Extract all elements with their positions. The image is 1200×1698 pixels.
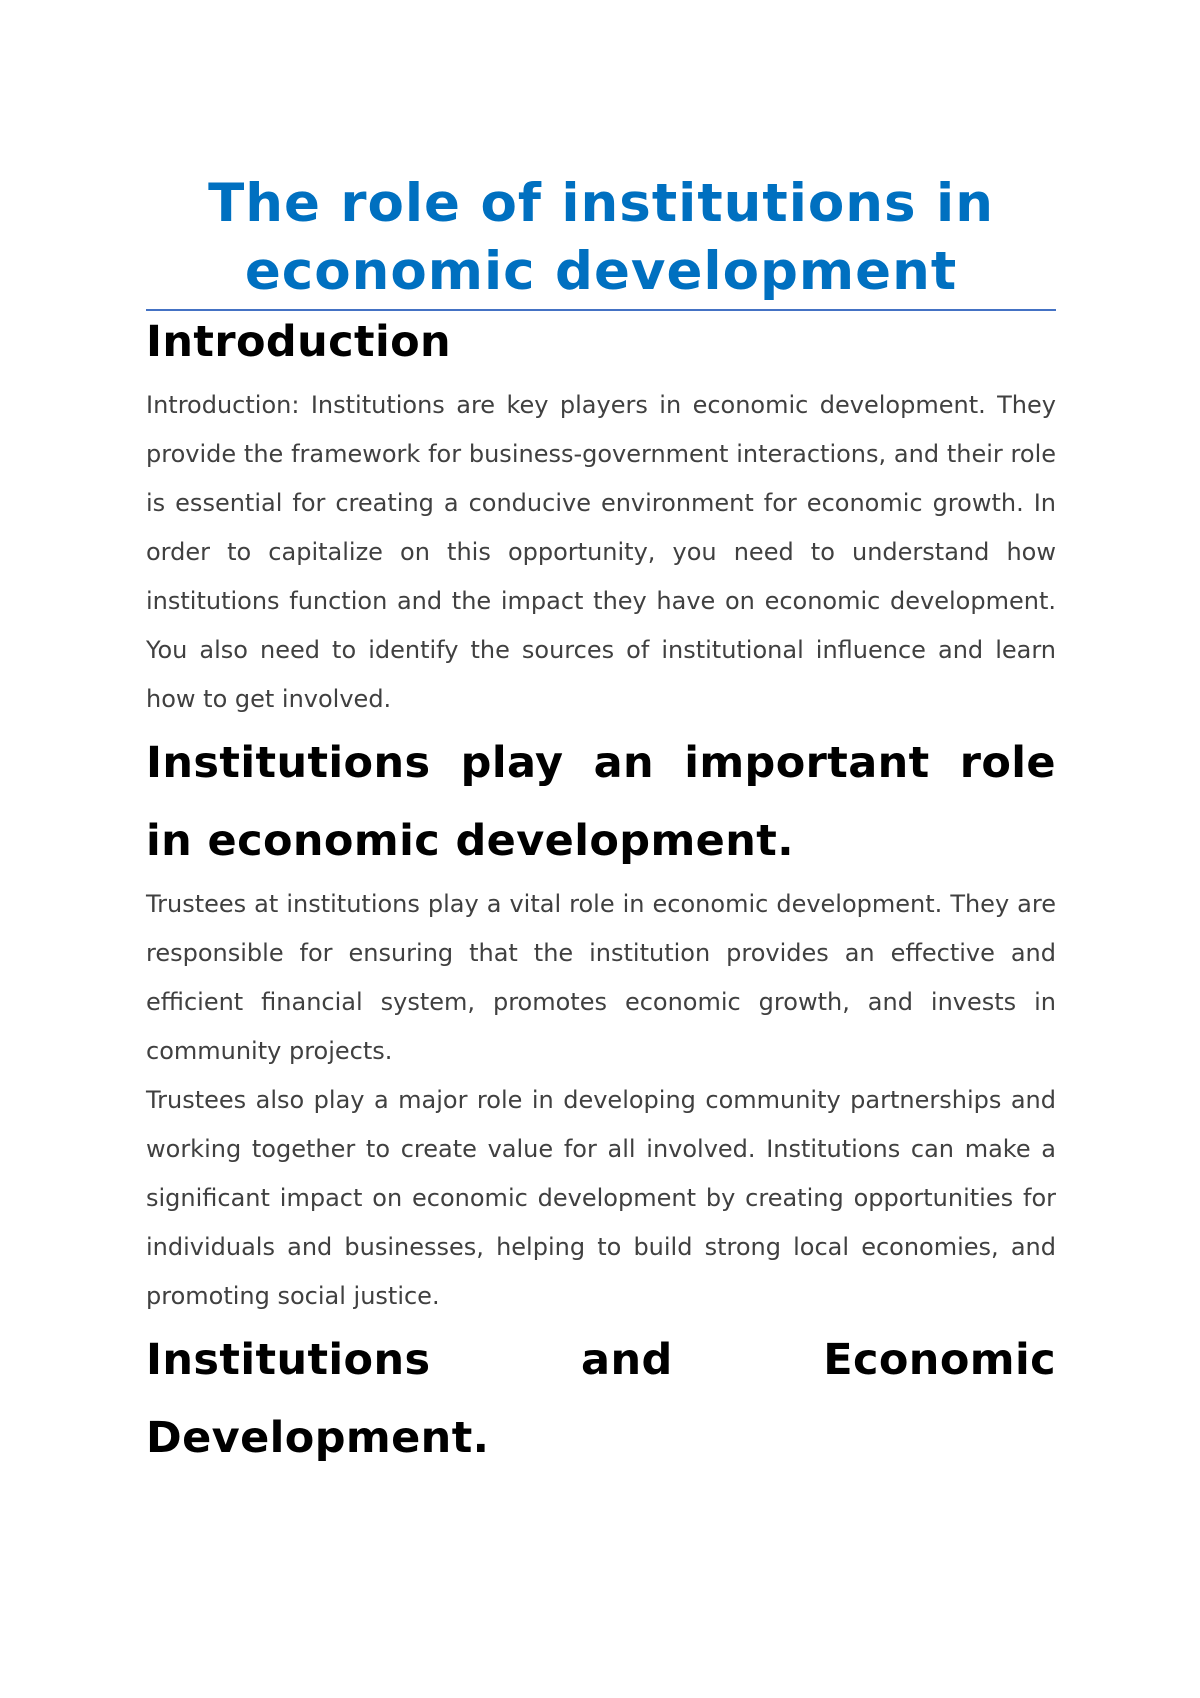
- heading-institutions-and-economic-development: Institutions and Economic Development.: [146, 1335, 1056, 1463]
- introduction-paragraph: Introduction: Institutions are key players in economic development. They provide the framework for business-government interactions, and their role is essential for creating a conducive environment for economic growth. In order to capitalize on this opportunity, you need to understand how institutions function and the impact they have on economic development. You also need to identify the sources of institutional influence and learn how to get involved.: [146, 391, 1056, 713]
- document-page: [146, 170, 1056, 1477]
- title-underline: [146, 309, 1056, 311]
- heading-introduction: Introduction: [146, 317, 452, 367]
- trustees-paragraph-1: Trustees at institutions play a vital role in economic development. They are responsible for ensuring that the institution provides an effective and efficient financial system, promotes economic growth, and invests in community projects.: [146, 890, 1056, 1065]
- document-title: The role of institutions in economic development: [208, 173, 994, 302]
- trustees-paragraph-2: Trustees also play a major role in developing community partnerships and working together to create value for all involved. Institutions can make a significant impact on economic development by creating opportunities for individuals and businesses, helping to build strong local economies, and promoting social justice.: [146, 1086, 1056, 1310]
- heading-institutions-important-role: Institutions play an important role in economic development.: [146, 738, 1056, 866]
